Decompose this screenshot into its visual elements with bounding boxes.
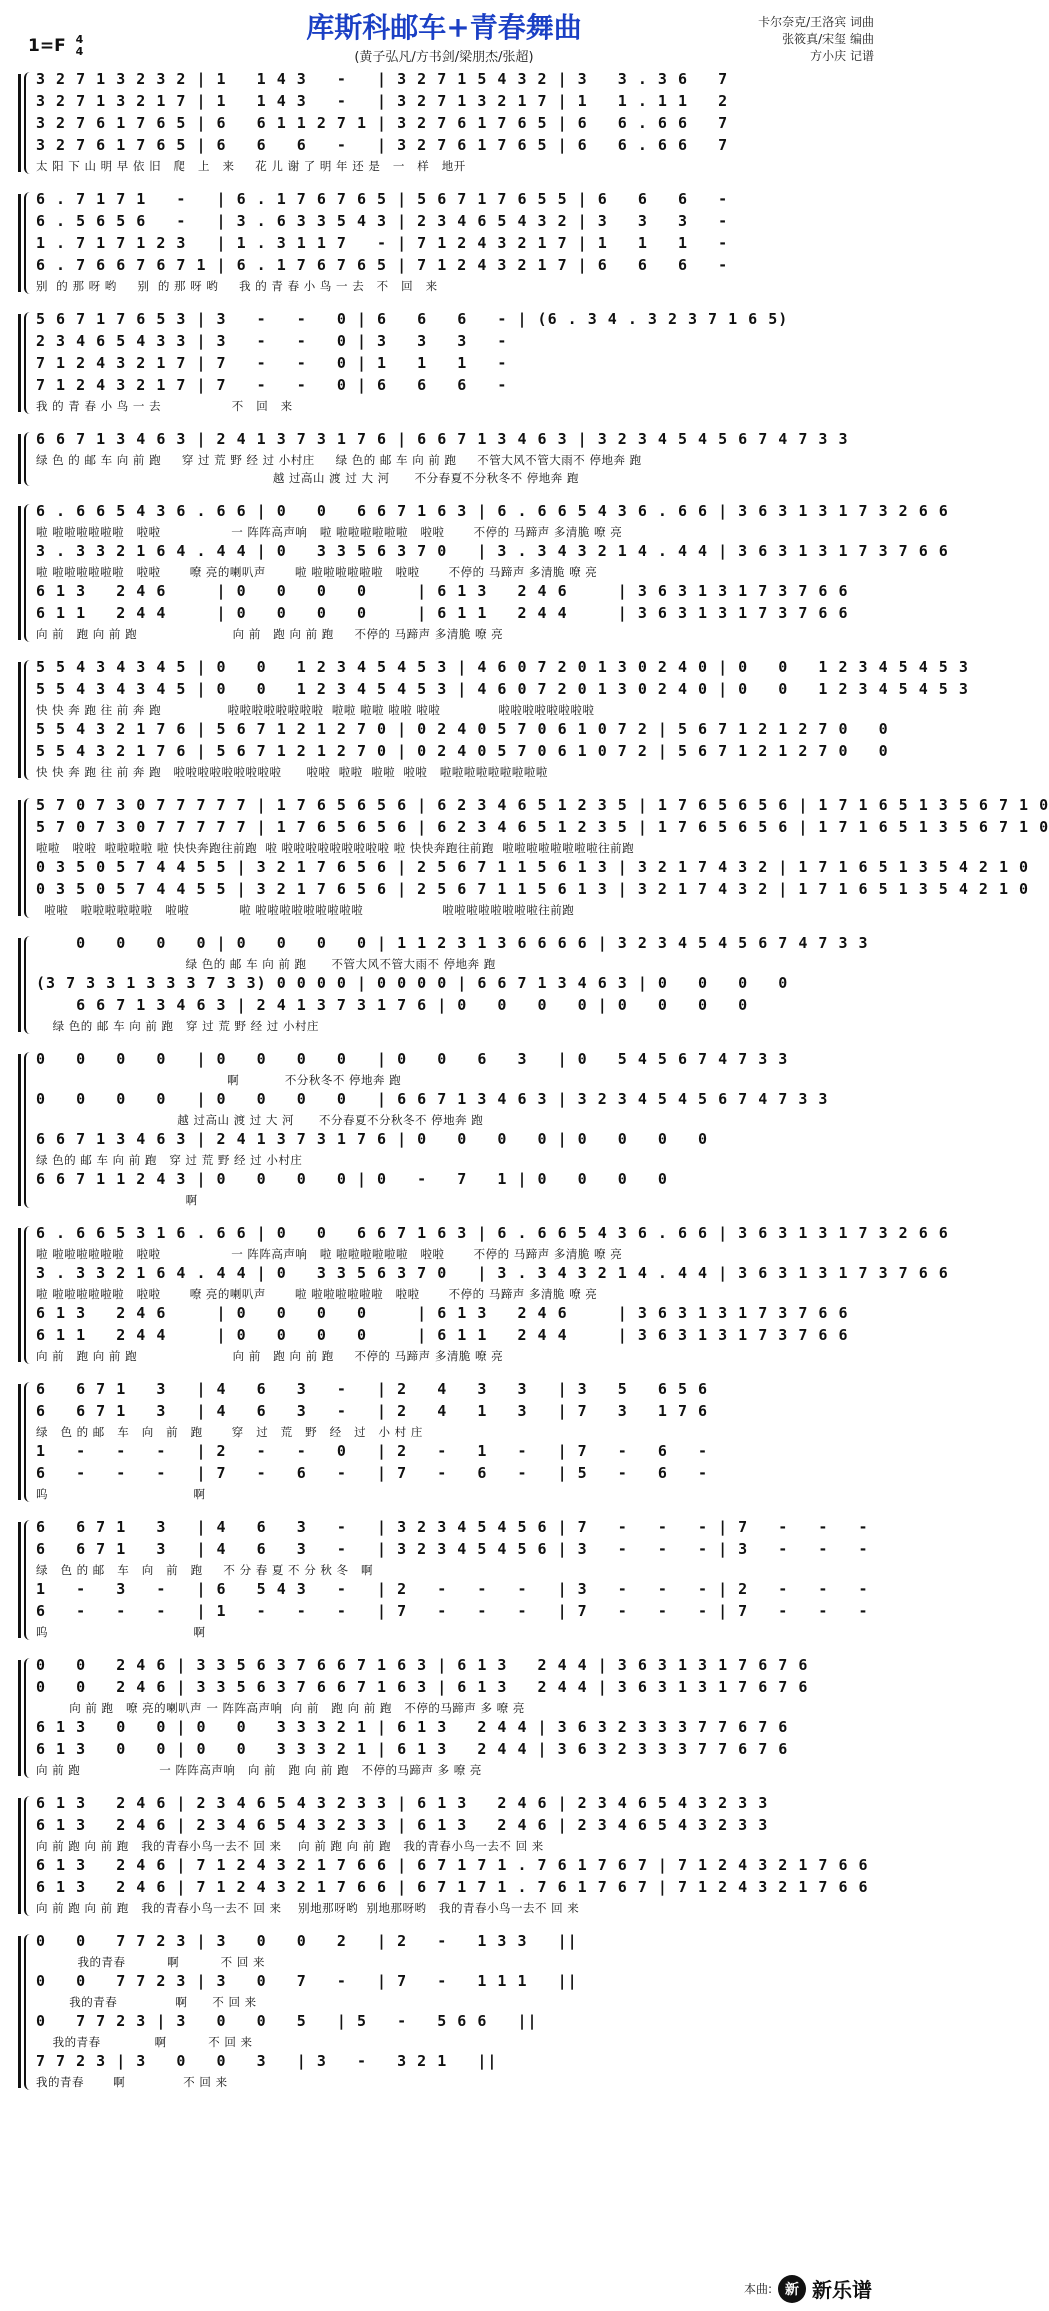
notation-row: 6 1 1 2 4 4 | 0 0 0 0 | 6 1 1 2 4 4 | 3 6 3 1 3 1 7 3 7 6 6 bbox=[36, 604, 849, 622]
notation-row: 6 1 1 2 4 4 | 0 0 0 0 | 6 1 1 2 4 4 | 3 6 3 1 3 1 7 3 7 6 6 bbox=[36, 1326, 849, 1344]
notation-row: 5 5 4 3 4 3 4 5 | 0 0 1 2 3 4 5 4 5 3 | 4 6 0 7 2 0 1 3 0 2 4 0 | 0 0 1 2 3 4 5 4 5 3 bbox=[36, 680, 969, 698]
score-system bbox=[18, 70, 876, 176]
lyrics-row: 向 前 跑 向 前 跑 我的青春小鸟一去不 回 来 向 前 跑 向 前 跑 我的青春小鸟一去不 回 来 bbox=[36, 1839, 544, 1853]
notation-row: 6 6 7 1 1 2 4 3 | 0 0 0 0 | 0 - 7 1 | 0 0 0 0 bbox=[36, 1170, 668, 1188]
lyrics-row: 越 过高山 渡 过 大 河 不分春夏不分秋冬不 停地奔 跑 bbox=[36, 471, 579, 485]
lyrics-row: 啦 啦啦啦啦啦啦 啦啦 一 阵阵高声响 啦 啦啦啦啦啦啦 啦啦 不停的 马蹄声 多清脆 嘹 亮 bbox=[36, 1247, 623, 1261]
notation-row: 0 0 0 0 | 0 0 0 0 | 0 0 6 3 | 0 5 4 5 6 7 4 7 3 3 bbox=[36, 1050, 789, 1068]
time-bottom: 4 bbox=[75, 45, 84, 58]
notation-row: 6 1 3 2 4 6 | 0 0 0 0 | 6 1 3 2 4 6 | 3 6 3 1 3 1 7 3 7 6 6 bbox=[36, 582, 849, 600]
notation-row: 6 1 3 2 4 6 | 7 1 2 4 3 2 1 7 6 6 | 6 7 1 7 1 . 7 6 1 7 6 7 | 7 1 2 4 3 2 1 7 6 6 bbox=[36, 1878, 869, 1896]
notation-row: 6 . 6 6 5 3 1 6 . 6 6 | 0 0 6 6 7 1 6 3 | 6 . 6 6 5 4 3 6 . 6 6 | 3 6 3 1 3 1 7 3 2 6 6 bbox=[36, 1224, 949, 1242]
score-system bbox=[18, 1794, 876, 1918]
notation-row: 1 . 7 1 7 1 2 3 | 1 . 3 1 1 7 - | 7 1 2 4 3 2 1 7 | 1 1 1 - bbox=[36, 234, 729, 252]
notation-row: 6 - - - | 7 - 6 - | 7 - 6 - | 5 - 6 - bbox=[36, 1464, 709, 1482]
notation-row: 0 3 5 0 5 7 4 4 5 5 | 3 2 1 7 6 5 6 | 2 5 6 7 1 1 5 6 1 3 | 3 2 1 7 4 3 2 | 1 7 1 6 5 1 3 5 4 2 1 0 bbox=[36, 880, 1030, 898]
notation-row: 0 0 2 4 6 | 3 3 5 6 3 7 6 6 7 1 6 3 | 6 1 3 2 4 4 | 3 6 3 1 3 1 7 6 7 6 bbox=[36, 1656, 809, 1674]
notation-row: 6 . 7 6 6 7 6 7 1 | 6 . 1 7 6 7 6 5 | 7 1 2 4 3 2 1 7 | 6 6 6 - bbox=[36, 256, 729, 274]
notation-row: 6 6 7 1 3 4 6 3 | 2 4 1 3 7 3 1 7 6 | 6 6 7 1 3 4 6 3 | 3 2 3 4 5 4 5 6 7 4 7 3 3 bbox=[36, 430, 849, 448]
lyrics-row: 啊 不分秋冬不 停地奔 跑 bbox=[36, 1073, 402, 1087]
notation-row: 5 7 0 7 3 0 7 7 7 7 7 | 1 7 6 5 6 5 6 | 6 2 3 4 6 5 1 2 3 5 | 1 7 6 5 6 5 6 | 1 7 1 6 5 1 3 5 6 7 1 0 bbox=[36, 818, 1049, 836]
notation-row: 3 . 3 3 2 1 6 4 . 4 4 | 0 3 3 5 6 3 7 0 | 3 . 3 4 3 2 1 4 . 4 4 | 3 6 3 1 3 1 7 3 7 6 6 bbox=[36, 1264, 949, 1282]
time-top: 4 bbox=[75, 33, 84, 46]
notation-row: 3 2 7 1 3 2 1 7 | 1 1 4 3 - | 3 2 7 1 3 2 1 7 | 1 1 . 1 1 2 bbox=[36, 92, 729, 110]
score-system bbox=[18, 658, 969, 782]
lyrics-row: 太 阳 下 山 明 早 依 旧 爬 上 来 花 儿 谢 了 明 年 还 是 一 样 地开 bbox=[36, 159, 466, 173]
score-system bbox=[18, 1380, 876, 1504]
notation-row: 6 1 3 0 0 | 0 0 3 3 3 2 1 | 6 1 3 2 4 4 | 3 6 3 2 3 3 3 7 7 6 7 6 bbox=[36, 1740, 789, 1758]
lyrics-row: 啦啦 啦啦啦啦啦啦 啦啦 啦 啦啦啦啦啦啦啦啦啦 啦啦啦啦啦啦啦啦往前跑 bbox=[36, 903, 575, 917]
key-label: 1=F bbox=[28, 36, 66, 56]
notation-row: (3 7 3 3 1 3 3 3 7 3 3) 0 0 0 0 | 0 0 0 0 | 6 6 7 1 3 4 6 3 | 0 0 0 0 bbox=[36, 974, 789, 992]
lyrics-row: 绿 色的 邮 车 向 前 跑 穿 过 荒 野 经 过 小村庄 bbox=[36, 1019, 319, 1033]
site-footer bbox=[744, 2274, 872, 2303]
lyrics-row: 我 的 青 春 小 鸟 一 去 不 回 来 bbox=[36, 399, 293, 413]
score-system bbox=[18, 310, 876, 416]
notation-row: 0 0 2 4 6 | 3 3 5 6 3 7 6 6 7 1 6 3 | 6 1 3 2 4 4 | 3 6 3 1 3 1 7 6 7 6 bbox=[36, 1678, 809, 1696]
lyrics-row: 向 前 跑 嘹 亮的喇叭声 一 阵阵高声响 向 前 跑 向 前 跑 不停的马蹄声 多 嘹 亮 bbox=[36, 1701, 525, 1715]
notation-row: 6 . 5 6 5 6 - | 3 . 6 3 3 5 4 3 | 2 3 4 6 5 4 3 2 | 3 3 3 - bbox=[36, 212, 729, 230]
notation-row: 7 1 2 4 3 2 1 7 | 7 - - 0 | 6 6 6 - bbox=[36, 376, 508, 394]
notation-row: 0 3 5 0 5 7 4 4 5 5 | 3 2 1 7 6 5 6 | 2 5 6 7 1 1 5 6 1 3 | 3 2 1 7 4 3 2 | 1 7 1 6 5 1 3 5 4 2 1 0 bbox=[36, 858, 1030, 876]
lyrics-row: 向 前 跑 一 阵阵高声响 向 前 跑 向 前 跑 不停的马蹄声 多 嘹 亮 bbox=[36, 1763, 482, 1777]
notation-row: 3 2 7 6 1 7 6 5 | 6 6 1 1 2 7 1 | 3 2 7 6 1 7 6 5 | 6 6 . 6 6 7 bbox=[36, 114, 729, 132]
score-systems bbox=[18, 70, 1049, 2106]
notation-row: 6 1 3 2 4 6 | 2 3 4 6 5 4 3 2 3 3 | 6 1 3 2 4 6 | 2 3 4 6 5 4 3 2 3 3 bbox=[36, 1816, 769, 1834]
notation-row: 5 5 4 3 4 3 4 5 | 0 0 1 2 3 4 5 4 5 3 | 4 6 0 7 2 0 1 3 0 2 4 0 | 0 0 1 2 3 4 5 4 5 3 bbox=[36, 658, 969, 676]
lyrics-row: 我的青春 啊 不 回 来 bbox=[36, 1955, 265, 1969]
song-title: 库斯科邮车+青春舞曲 bbox=[306, 11, 582, 44]
lyrics-row: 啊 bbox=[36, 1193, 198, 1207]
lyrics-row: 绿 色 的 邮 车 向 前 跑 不 分 春 夏 不 分 秋 冬 啊 bbox=[36, 1563, 373, 1577]
score-system bbox=[18, 1932, 876, 2092]
site-logo-icon: 新 bbox=[778, 2275, 806, 2303]
notation-row: 6 6 7 1 3 | 4 6 3 - | 3 2 3 4 5 4 5 6 | 3 - - - | 3 - - - bbox=[36, 1540, 869, 1558]
score-system bbox=[18, 430, 876, 488]
notation-row: 6 . 7 1 7 1 - | 6 . 1 7 6 7 6 5 | 5 6 7 1 7 6 5 5 | 6 6 6 - bbox=[36, 190, 729, 208]
notation-row: 6 6 7 1 3 | 4 6 3 - | 3 2 3 4 5 4 5 6 | 7 - - - | 7 - - - bbox=[36, 1518, 869, 1536]
notation-row: 6 6 7 1 3 4 6 3 | 2 4 1 3 7 3 1 7 6 | 0 0 0 0 | 0 0 0 0 bbox=[36, 996, 749, 1014]
notation-row: 6 6 7 1 3 | 4 6 3 - | 2 4 3 3 | 3 5 6 5 6 bbox=[36, 1380, 709, 1398]
notation-row: 6 - - - | 1 - - - | 7 - - - | 7 - - - | 7 - - - bbox=[36, 1602, 869, 1620]
score-system bbox=[18, 1518, 876, 1642]
notation-row: 1 - 3 - | 6 5 4 3 - | 2 - - - | 3 - - - | 2 - - - bbox=[36, 1580, 869, 1598]
score-system bbox=[18, 796, 1049, 920]
notation-row: 6 1 3 0 0 | 0 0 3 3 3 2 1 | 6 1 3 2 4 4 | 3 6 3 2 3 3 3 7 7 6 7 6 bbox=[36, 1718, 789, 1736]
lyrics-row: 我的青春 啊 不 回 来 bbox=[36, 2075, 228, 2089]
score-system bbox=[18, 1050, 876, 1210]
credit-lyrics-music: 卡尔奈克/王洛宾 词曲 bbox=[758, 15, 874, 29]
lyrics-row: 绿 色的 邮 车 向 前 跑 穿 过 荒 野 经 过 小村庄 bbox=[36, 1153, 303, 1167]
lyrics-row: 我的青春 啊 不 回 来 bbox=[36, 2035, 253, 2049]
notation-row: 0 7 7 2 3 | 3 0 0 5 | 5 - 5 6 6 || bbox=[36, 2012, 538, 2030]
notation-row: 6 6 7 1 3 | 4 6 3 - | 2 4 1 3 | 7 3 1 7 6 bbox=[36, 1402, 709, 1420]
singers-line: (黄子弘凡/方书剑/梁朋杰/张超) bbox=[354, 50, 534, 65]
lyrics-row: 快 快 奔 跑 往 前 奔 跑 啦啦啦啦啦啦啦啦啦 啦啦 啦啦 啦啦 啦啦 啦啦啦啦啦啦啦啦啦 bbox=[36, 765, 548, 779]
lyrics-row: 快 快 奔 跑 往 前 奔 跑 啦啦啦啦啦啦啦啦 啦啦 啦啦 啦啦 啦啦 啦啦啦啦啦啦啦啦 bbox=[36, 703, 595, 717]
notation-row: 3 . 3 3 2 1 6 4 . 4 4 | 0 3 3 5 6 3 7 0 | 3 . 3 4 3 2 1 4 . 4 4 | 3 6 3 1 3 1 7 3 7 6 6 bbox=[36, 542, 949, 560]
notation-row: 3 2 7 1 3 2 3 2 | 1 1 4 3 - | 3 2 7 1 5 4 3 2 | 3 3 . 3 6 7 bbox=[36, 70, 729, 88]
lyrics-row: 我的青春 啊 不 回 来 bbox=[36, 1995, 257, 2009]
lyrics-row: 呜 啊 bbox=[36, 1487, 206, 1501]
lyrics-row: 向 前 跑 向 前 跑 向 前 跑 向 前 跑 不停的 马蹄声 多清脆 嘹 亮 bbox=[36, 1349, 504, 1363]
notation-row: 0 0 0 0 | 0 0 0 0 | 6 6 7 1 3 4 6 3 | 3 2 3 4 5 4 5 6 7 4 7 3 3 bbox=[36, 1090, 829, 1108]
score-system bbox=[18, 934, 876, 1036]
credit-transcriber: 方小庆 记谱 bbox=[810, 49, 874, 63]
notation-row: 6 1 3 2 4 6 | 2 3 4 6 5 4 3 2 3 3 | 6 1 3 2 4 6 | 2 3 4 6 5 4 3 2 3 3 bbox=[36, 1794, 769, 1812]
lyrics-row: 啦 啦啦啦啦啦啦 啦啦 嘹 亮的喇叭声 啦 啦啦啦啦啦啦 啦啦 不停的 马蹄声 多清脆 嘹 亮 bbox=[36, 1287, 598, 1301]
notation-row: 5 5 4 3 2 1 7 6 | 5 6 7 1 2 1 2 7 0 | 0 2 4 0 5 7 0 6 1 0 7 2 | 5 6 7 1 2 1 2 7 0 0 bbox=[36, 720, 889, 738]
score-system bbox=[18, 502, 949, 644]
credits-block bbox=[758, 14, 874, 65]
notation-row: 5 6 7 1 7 6 5 3 | 3 - - 0 | 6 6 6 - | (6 . 3 4 . 3 2 3 7 1 6 5) bbox=[36, 310, 789, 328]
notation-row: 3 2 7 6 1 7 6 5 | 6 6 6 - | 3 2 7 6 1 7 6 5 | 6 6 . 6 6 7 bbox=[36, 136, 729, 154]
lyrics-row: 别 的 那 呀 哟 别 的 那 呀 哟 我 的 青 春 小 鸟 一 去 不 回 来 bbox=[36, 279, 438, 293]
notation-row: 7 7 2 3 | 3 0 0 3 | 3 - 3 2 1 || bbox=[36, 2052, 498, 2070]
footer-prefix: 本曲: bbox=[743, 2282, 772, 2296]
notation-row: 6 1 3 2 4 6 | 0 0 0 0 | 6 1 3 2 4 6 | 3 6 3 1 3 1 7 3 7 6 6 bbox=[36, 1304, 849, 1322]
lyrics-row: 向 前 跑 向 前 跑 我的青春小鸟一去不 回 来 别地那呀哟 别地那呀哟 我的青春小鸟一去不 回 来 bbox=[36, 1901, 580, 1915]
notation-row: 6 1 3 2 4 6 | 7 1 2 4 3 2 1 7 6 6 | 6 7 1 7 1 . 7 6 1 7 6 7 | 7 1 2 4 3 2 1 7 6 6 bbox=[36, 1856, 869, 1874]
lyrics-row: 绿 色的 邮 车 向 前 跑 不管大风不管大雨不 停地奔 跑 bbox=[36, 957, 496, 971]
notation-row: 2 3 4 6 5 4 3 3 | 3 - - 0 | 3 3 3 - bbox=[36, 332, 508, 350]
score-header bbox=[0, 0, 888, 80]
notation-row: 0 0 7 7 2 3 | 3 0 7 - | 7 - 1 1 1 || bbox=[36, 1972, 578, 1990]
lyrics-row: 向 前 跑 向 前 跑 向 前 跑 向 前 跑 不停的 马蹄声 多清脆 嘹 亮 bbox=[36, 627, 504, 641]
lyrics-row: 越 过高山 渡 过 大 河 不分春夏不分秋冬不 停地奔 跑 bbox=[36, 1113, 484, 1127]
site-logo-text: 新乐谱 bbox=[812, 2278, 872, 2302]
credit-arranger: 张筱真/宋玺 编曲 bbox=[782, 32, 874, 46]
notation-row: 5 5 4 3 2 1 7 6 | 5 6 7 1 2 1 2 7 0 | 0 2 4 0 5 7 0 6 1 0 7 2 | 5 6 7 1 2 1 2 7 0 0 bbox=[36, 742, 889, 760]
notation-row: 0 0 0 0 | 0 0 0 0 | 1 1 2 3 1 3 6 6 6 6 | 3 2 3 4 5 4 5 6 7 4 7 3 3 bbox=[36, 934, 869, 952]
lyrics-row: 啦 啦啦啦啦啦啦 啦啦 嘹 亮的喇叭声 啦 啦啦啦啦啦啦 啦啦 不停的 马蹄声 多清脆 嘹 亮 bbox=[36, 565, 598, 579]
lyrics-row: 绿 色 的 邮 车 向 前 跑 穿 过 荒 野 经 过 小 村 庄 bbox=[36, 1425, 423, 1439]
lyrics-row: 啦啦 啦啦 啦啦啦啦 啦 快快奔跑往前跑 啦 啦啦啦啦啦啦啦啦啦 啦 快快奔跑往前跑 啦啦啦啦啦啦啦啦往前跑 bbox=[36, 841, 635, 855]
lyrics-row: 呜 啊 bbox=[36, 1625, 206, 1639]
lyrics-row: 啦 啦啦啦啦啦啦 啦啦 一 阵阵高声响 啦 啦啦啦啦啦啦 啦啦 不停的 马蹄声 多清脆 嘹 亮 bbox=[36, 525, 623, 539]
notation-row: 7 1 2 4 3 2 1 7 | 7 - - 0 | 1 1 1 - bbox=[36, 354, 508, 372]
notation-row: 0 0 7 7 2 3 | 3 0 0 2 | 2 - 1 3 3 || bbox=[36, 1932, 578, 1950]
notation-row: 5 7 0 7 3 0 7 7 7 7 7 | 1 7 6 5 6 5 6 | 6 2 3 4 6 5 1 2 3 5 | 1 7 6 5 6 5 6 | 1 7 1 6 5 1 3 5 6 7 1 0 bbox=[36, 796, 1049, 814]
notation-row: 6 . 6 6 5 4 3 6 . 6 6 | 0 0 6 6 7 1 6 3 | 6 . 6 6 5 4 3 6 . 6 6 | 3 6 3 1 3 1 7 3 2 6 6 bbox=[36, 502, 949, 520]
notation-row: 6 6 7 1 3 4 6 3 | 2 4 1 3 7 3 1 7 6 | 0 0 0 0 | 0 0 0 0 bbox=[36, 1130, 709, 1148]
notation-row: 1 - - - | 2 - - 0 | 2 - 1 - | 7 - 6 - bbox=[36, 1442, 709, 1460]
score-system bbox=[18, 190, 876, 296]
score-system bbox=[18, 1224, 949, 1366]
score-system bbox=[18, 1656, 876, 1780]
lyrics-row: 绿 色 的 邮 车 向 前 跑 穿 过 荒 野 经 过 小村庄 绿 色的 邮 车 向 前 跑 不管大风不管大雨不 停地奔 跑 bbox=[36, 453, 642, 467]
